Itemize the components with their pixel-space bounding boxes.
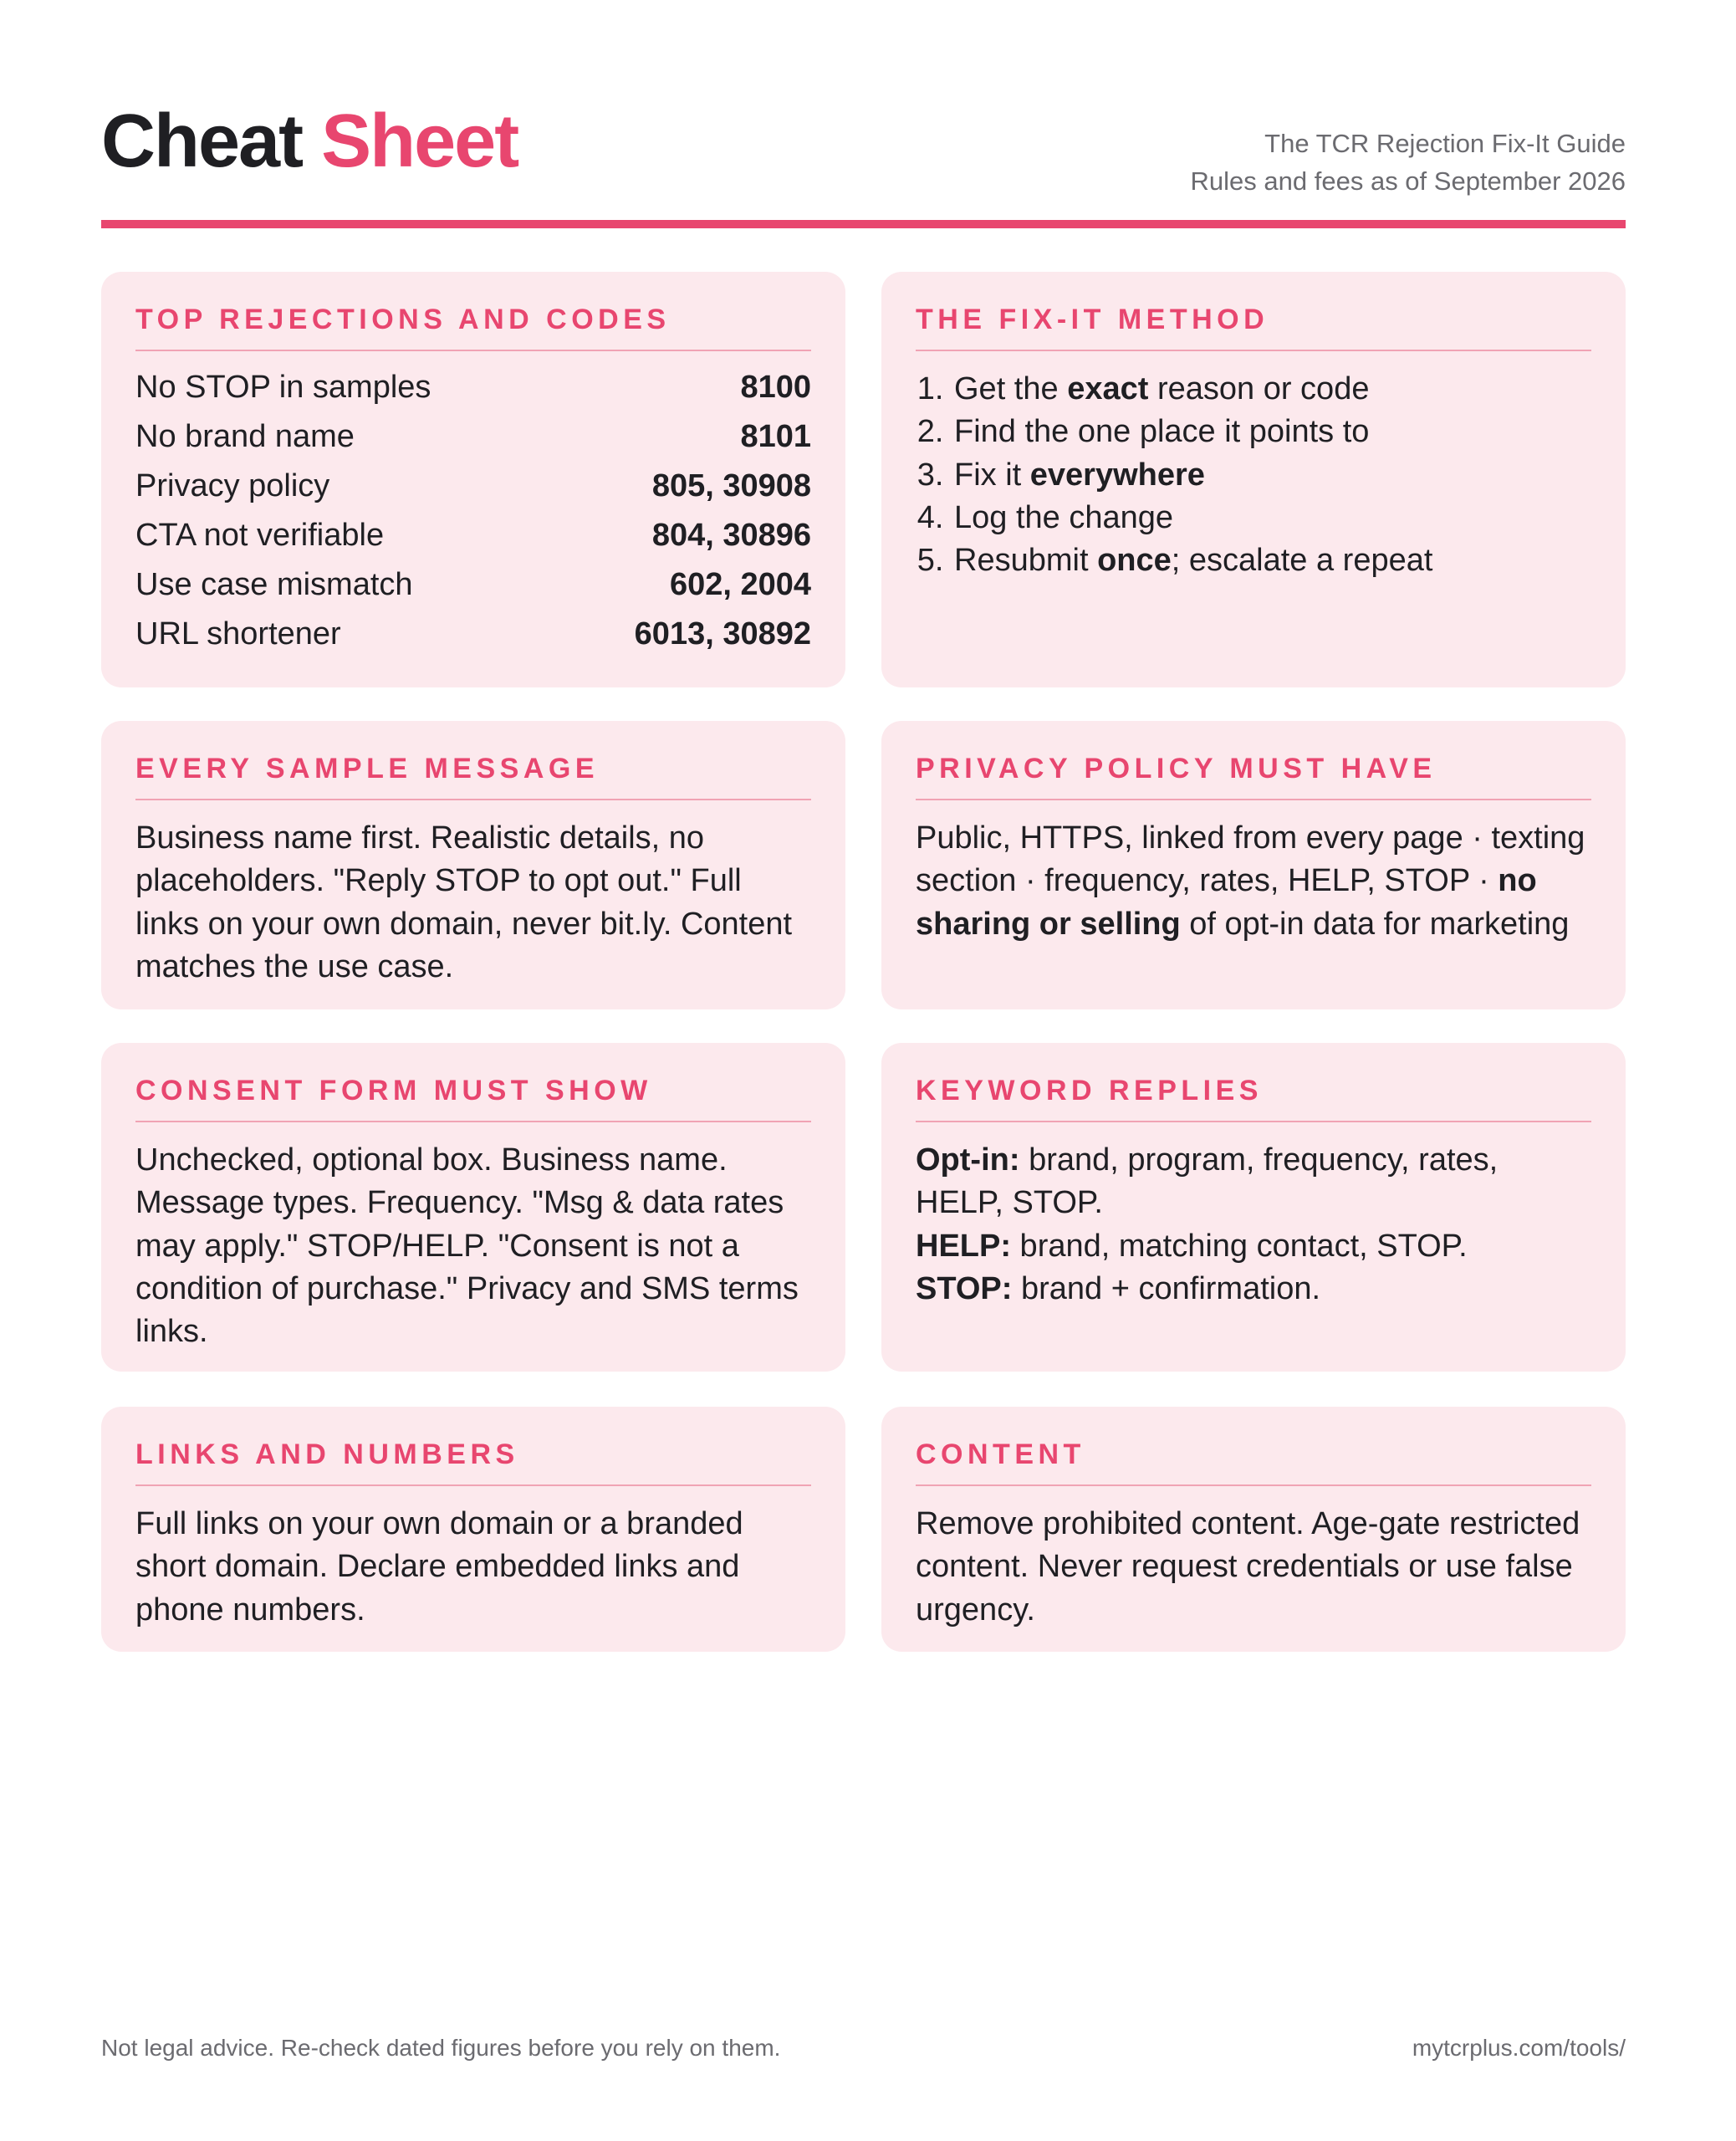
page-footer: [101, 2035, 1626, 2068]
legal-disclaimer: Not legal advice. Re-check dated figures before you rely on them.: [101, 2035, 781, 2061]
rules-date: Rules and fees as of September 2026: [1190, 166, 1626, 196]
list-item: [135, 412, 811, 462]
card-title: LINKS AND NUMBERS: [135, 1438, 811, 1486]
page-header: [101, 100, 1626, 217]
rejection-label: Use case mismatch: [135, 566, 413, 602]
header-divider: [101, 220, 1626, 228]
list-item: [135, 560, 811, 610]
help-reply: HELP: brand, matching contact, STOP.: [916, 1228, 1468, 1264]
list-item: 4. Log the change: [952, 497, 1591, 539]
rejection-label: URL shortener: [135, 616, 341, 651]
optin-reply: Opt-in: brand, program, frequency, rates, HELP, STOP.: [916, 1142, 1499, 1221]
card-content: [881, 1407, 1626, 1652]
list-item: [135, 363, 811, 412]
tools-url: mytcrplus.com/tools/: [1412, 2035, 1626, 2061]
fix-it-steps: [916, 368, 1591, 582]
rejection-code: 804, 30896: [651, 517, 811, 553]
title-part-2: Sheet: [321, 100, 518, 183]
list-item: [135, 511, 811, 560]
card-title: KEYWORD REPLIES: [916, 1075, 1591, 1122]
rejection-label: No STOP in samples: [135, 369, 431, 405]
card-body: [916, 368, 1591, 582]
list-item: 5. Resubmit once; escalate a repeat: [952, 539, 1591, 582]
cheat-sheet-page: [101, 0, 1626, 2141]
card-title: CONTENT: [916, 1438, 1591, 1486]
card-body: Public, HTTPS, linked from every page · texting section · frequency, rates, HELP, STOP · no sharing or selling of opt-in data for marketing: [916, 820, 1585, 942]
card-fix-it-method: [881, 272, 1626, 687]
card-body: Full links on your own domain or a branded short domain. Declare embedded links and phone numbers.: [135, 1506, 743, 1627]
page-title: [101, 100, 518, 183]
rejection-label: CTA not verifiable: [135, 517, 385, 553]
list-item: [135, 462, 811, 511]
card-body: Remove prohibited content. Age-gate restricted content. Never request credentials or use false urgency.: [916, 1506, 1580, 1627]
card-every-sample-message: [101, 721, 845, 1009]
rejection-code: 8101: [740, 418, 811, 454]
list-item: 1. Get the exact reason or code: [952, 368, 1591, 411]
header-subtitles: [1191, 125, 1626, 201]
card-body: Business name first. Realistic details, no placeholders. "Reply STOP to opt out." Full links on your own domain, never bit.ly. Content matches the use case.: [135, 820, 793, 984]
rejection-code: 602, 2004: [669, 566, 811, 602]
rejection-code: 8100: [740, 369, 811, 405]
list-item: 2. Find the one place it points to: [952, 411, 1591, 453]
card-keyword-replies: [881, 1043, 1626, 1372]
card-title: THE FIX-IT METHOD: [916, 304, 1591, 351]
rejection-label: Privacy policy: [135, 468, 330, 503]
rejection-code: 6013, 30892: [634, 616, 811, 651]
card-title: CONSENT FORM MUST SHOW: [135, 1075, 811, 1122]
rejection-label: No brand name: [135, 418, 355, 454]
card-body: Unchecked, optional box. Business name. Message types. Frequency. "Msg & data rates may apply." STOP/HELP. "Consent is not a condition of purchase." Privacy and SMS terms links.: [135, 1142, 799, 1350]
guide-name: The TCR Rejection Fix-It Guide: [1264, 129, 1626, 158]
card-top-rejections: [101, 272, 845, 687]
rejection-code: 805, 30908: [651, 468, 811, 503]
stop-reply: STOP: brand + confirmation.: [916, 1270, 1321, 1306]
card-title: TOP REJECTIONS AND CODES: [135, 304, 811, 351]
card-privacy-policy: [881, 721, 1626, 1009]
title-part-1: Cheat: [101, 100, 303, 183]
card-links-and-numbers: [101, 1407, 845, 1652]
card-consent-form: [101, 1043, 845, 1372]
list-item: 3. Fix it everywhere: [952, 454, 1591, 497]
card-title: PRIVACY POLICY MUST HAVE: [916, 753, 1591, 800]
rejection-codes-list: [135, 363, 811, 659]
list-item: [135, 610, 811, 659]
card-title: EVERY SAMPLE MESSAGE: [135, 753, 811, 800]
card-body: [916, 1139, 1591, 1311]
